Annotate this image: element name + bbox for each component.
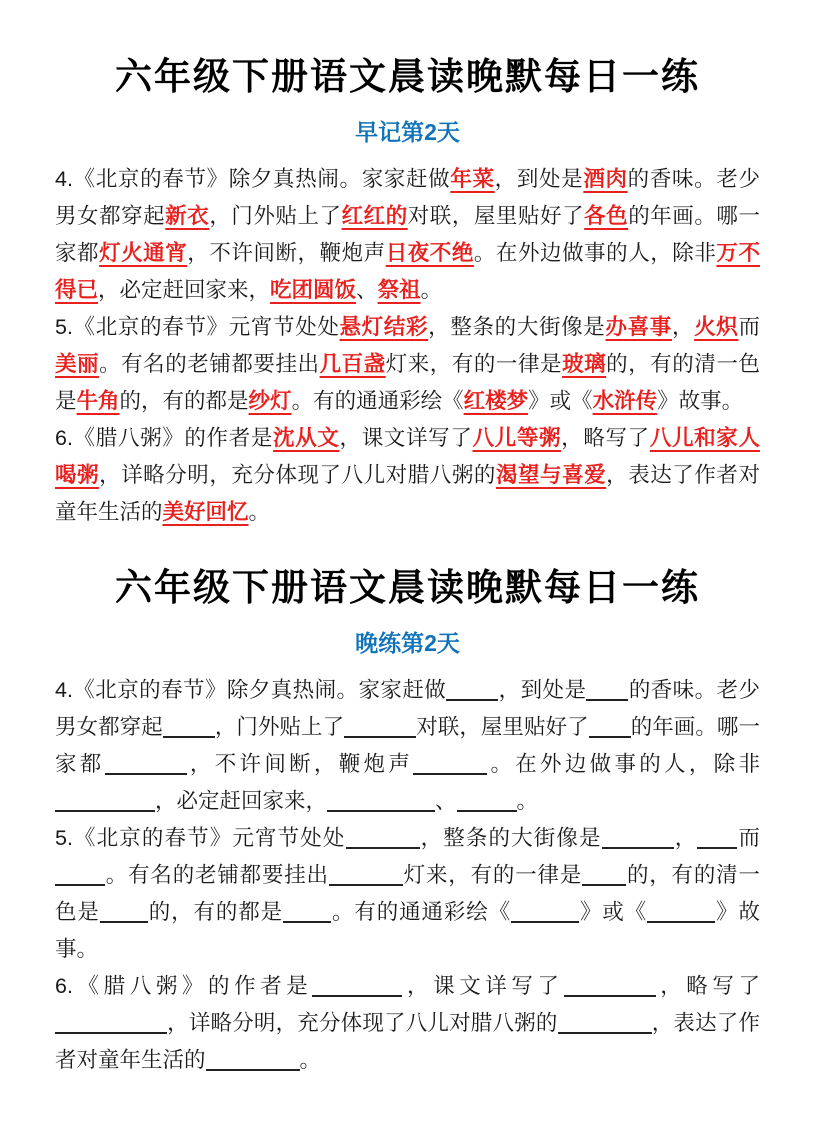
text-run: 的香味。老少男女都穿起 <box>55 678 760 739</box>
highlight-term: 年菜 <box>450 167 495 191</box>
text-run: 》或《 <box>579 900 648 924</box>
text-run: 4.《北京的春节》除夕真热闹。家家赶做 <box>55 167 451 191</box>
highlight-term: 沈从文 <box>273 426 340 450</box>
text-run: 灯来，有的一律是 <box>402 863 583 887</box>
highlight-term: 日夜不绝 <box>385 241 474 265</box>
text-run: 。 <box>516 789 539 813</box>
highlight-term: 美丽 <box>55 352 100 376</box>
highlight-term: 悬灯结彩 <box>339 315 429 339</box>
text-run: 的香味。老少男女都穿起 <box>55 167 760 228</box>
text-run: ，整条的大街像是 <box>428 315 606 339</box>
highlight-term: 祭祖 <box>377 278 421 302</box>
blank-line <box>312 993 402 997</box>
morning-section <box>55 46 760 531</box>
blank-line <box>329 882 403 886</box>
text-run: 而 <box>737 826 760 850</box>
blank-line <box>206 1067 300 1071</box>
blank-line <box>589 734 631 738</box>
blank-line <box>283 919 331 923</box>
text-run: 的，有的清一色是 <box>55 352 760 413</box>
highlight-term: 水浒传 <box>592 389 658 413</box>
evening-section <box>55 557 760 1079</box>
text-run: 的年画。哪一家都 <box>55 204 760 265</box>
text-run: 灯来，有的一律是 <box>385 352 563 376</box>
text-run: ，略写了 <box>561 426 650 450</box>
highlight-term: 八儿和家人喝粥 <box>55 426 760 487</box>
blank-line <box>446 697 498 701</box>
text-run: 而 <box>738 315 760 339</box>
text-run: 。 <box>420 278 443 302</box>
text-run: ，整条的大街像是 <box>419 826 602 850</box>
text-run: ，表达了作者对童年生活的 <box>55 1011 760 1072</box>
highlight-term: 牛角 <box>76 389 120 413</box>
text-run: 》故事。 <box>657 389 744 413</box>
blank-line <box>647 919 715 923</box>
text-run: ，门外贴上了 <box>214 715 345 739</box>
text-run: ，详略分明，充分体现了八儿对腊八粥的 <box>99 463 496 487</box>
blank-line <box>344 734 416 738</box>
text-run: 。 <box>299 1048 322 1072</box>
blank-line <box>457 808 517 812</box>
worksheet-title: 六年级下册语文晨读晚默每日一练 <box>115 565 700 609</box>
text-run: ，表达了作者对童年生活的 <box>55 463 760 524</box>
text-run: 、 <box>435 789 457 813</box>
highlight-term: 几百盏 <box>319 352 386 376</box>
blank-line <box>582 882 626 886</box>
evening-day-subtitle: 晚练第2天 <box>355 630 460 656</box>
highlight-term: 酒肉 <box>583 167 628 191</box>
highlight-term: 火炽 <box>694 315 739 339</box>
highlight-term: 吃团圆饭 <box>270 278 357 302</box>
text-run: ， <box>673 826 698 850</box>
text-run: ，课文详写了 <box>339 426 473 450</box>
text-run: 。有名的老铺都要挂出 <box>99 352 320 376</box>
blank-line <box>346 845 420 849</box>
highlight-term: 各色 <box>584 204 629 228</box>
text-run: 的年画。哪一家都 <box>55 715 760 776</box>
highlight-term: 灯火通宵 <box>99 241 188 265</box>
text-run: ，门外贴上了 <box>209 204 342 228</box>
text-run: 的，有的都是 <box>119 389 249 413</box>
text-run: 6.《腊八粥》的作者是 <box>55 426 274 450</box>
text-run: 。有的通通彩绘《 <box>291 389 464 413</box>
highlight-term: 渴望与喜爱 <box>495 463 607 487</box>
passage-item <box>55 820 760 968</box>
text-run: 6.《腊八粥》的作者是 <box>55 974 313 998</box>
text-run: ，到处是 <box>498 678 587 702</box>
text-run: 的，有的清一色是 <box>55 863 760 924</box>
text-run: ，详略分明，充分体现了八儿对腊八粥的 <box>167 1011 558 1035</box>
text-run: ，必定赶回家来， <box>155 789 328 813</box>
blank-line <box>586 697 628 701</box>
highlight-term: 新衣 <box>165 204 210 228</box>
text-run: 、 <box>356 278 378 302</box>
text-run: 》或《 <box>528 389 593 413</box>
morning-passages <box>55 161 760 531</box>
blank-line <box>413 771 487 775</box>
blank-line <box>327 808 435 812</box>
passage-item <box>55 420 760 531</box>
highlight-term: 红楼梦 <box>463 389 529 413</box>
text-run: ，必定赶回家来， <box>98 278 271 302</box>
highlight-term: 纱灯 <box>248 389 292 413</box>
text-run: ，课文详写了 <box>402 974 564 998</box>
text-run: 5.《北京的春节》元宵节处处 <box>55 826 346 850</box>
highlight-term: 万不得已 <box>55 241 760 302</box>
text-run: 对联，屋里贴好了 <box>416 715 589 739</box>
blank-line <box>55 882 105 886</box>
blank-line <box>105 771 187 775</box>
highlight-term: 办喜事 <box>605 315 672 339</box>
highlight-term: 玻璃 <box>562 352 607 376</box>
blank-line <box>55 808 155 812</box>
text-run: ，略写了 <box>655 974 760 998</box>
blank-line <box>558 1030 652 1034</box>
text-run: 对联，屋里贴好了 <box>407 204 585 228</box>
evening-passages <box>55 672 760 1079</box>
passage-item <box>55 309 760 420</box>
blank-line <box>511 919 579 923</box>
text-run: ， <box>671 315 695 339</box>
text-run: 》故事。 <box>55 900 760 961</box>
blank-line <box>564 993 656 997</box>
blank-line <box>163 734 215 738</box>
text-run: 。有名的老铺都要挂出 <box>105 863 329 887</box>
text-run: 5.《北京的春节》元宵节处处 <box>55 315 340 339</box>
text-run: ，到处是 <box>494 167 584 191</box>
text-run: 。在外边做事的人，除非 <box>487 752 760 776</box>
text-run: 的，有的都是 <box>147 900 284 924</box>
text-run: ，不许间断，鞭炮声 <box>186 752 414 776</box>
passage-item <box>55 161 760 309</box>
text-run: 。在外边做事的人，除非 <box>473 241 717 265</box>
text-run: 。 <box>248 500 271 524</box>
worksheet-title: 六年级下册语文晨读晚默每日一练 <box>115 54 700 98</box>
text-run: 。有的通通彩绘《 <box>331 900 512 924</box>
highlight-term: 红红的 <box>341 204 408 228</box>
blank-line <box>697 845 737 849</box>
highlight-term: 八儿等粥 <box>472 426 562 450</box>
highlight-term: 美好回忆 <box>162 500 249 524</box>
blank-line <box>602 845 674 849</box>
passage-item <box>55 672 760 820</box>
text-run: 4.《北京的春节》除夕真热闹。家家赶做 <box>55 678 447 702</box>
blank-line <box>55 1030 167 1034</box>
morning-day-subtitle: 早记第2天 <box>355 119 460 145</box>
blank-line <box>100 919 148 923</box>
passage-item <box>55 968 760 1079</box>
text-run: ，不许间断，鞭炮声 <box>187 241 386 265</box>
